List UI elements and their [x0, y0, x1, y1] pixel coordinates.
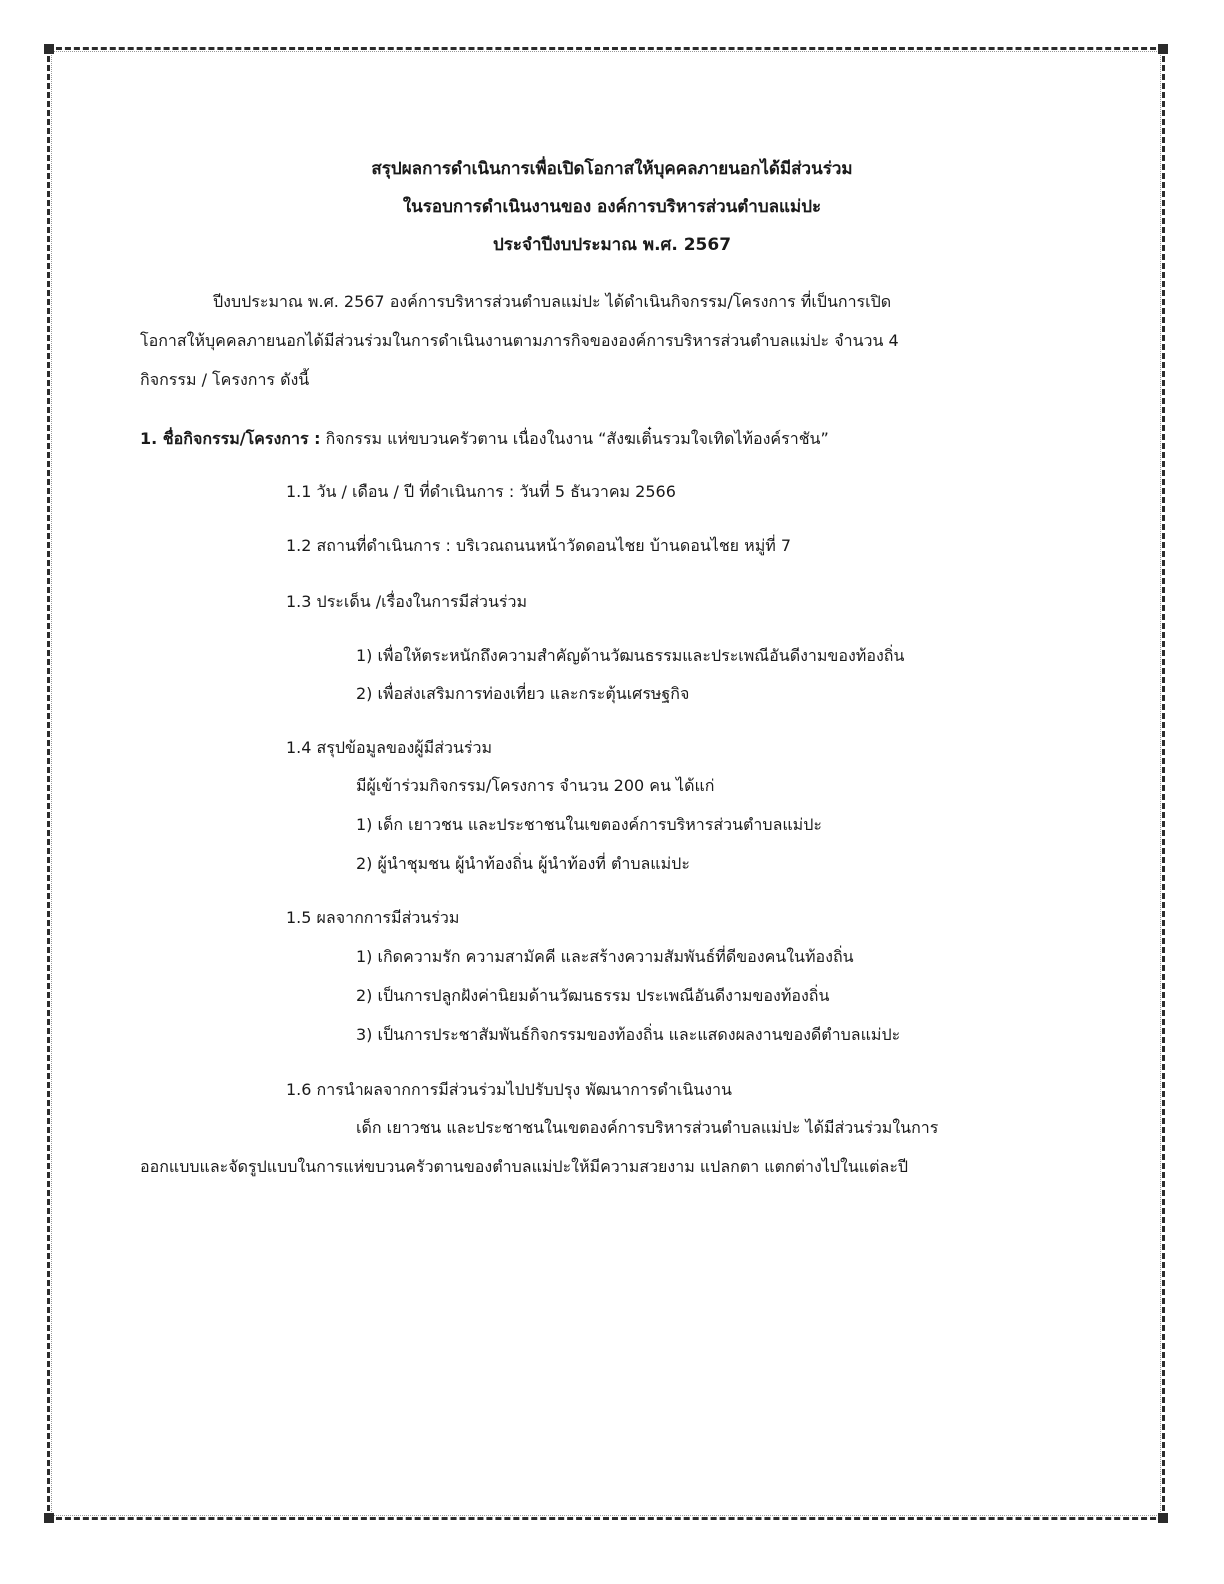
- result-item: 1) เกิดความรัก ความสามัคคี และสร้างความสัมพันธ์ที่ดีของคนในท้องถิ่น: [356, 947, 854, 966]
- activity-date: 1.1 วัน / เดือน / ปี ที่ดำเนินการ : วันที่ 5 ธันวาคม 2566: [286, 482, 676, 501]
- participants-heading: 1.4 สรุปข้อมูลของผู้มีส่วนร่วม: [286, 738, 493, 757]
- issues-heading: 1.3 ประเด็น /เรื่องในการมีส่วนร่วม: [286, 592, 528, 611]
- improvement-line-1: เด็ก เยาวชน และประชาชนในเขตองค์การบริหารส่วนตำบลแม่ปะ ได้มีส่วนร่วมในการ: [356, 1118, 939, 1137]
- activity-place: 1.2 สถานที่ดำเนินการ : บริเวณถนนหน้าวัดดอนไชย บ้านดอนไชย หมู่ที่ 7: [286, 536, 792, 555]
- title-line-2: ในรอบการดำเนินงานของ องค์การบริหารส่วนตำบลแม่ปะ: [402, 197, 822, 217]
- intro-line-3: กิจกรรม / โครงการ ดังนี้: [140, 370, 310, 389]
- issue-item: 1) เพื่อให้ตระหนักถึงความสำคัญด้านวัฒนธรรมและประเพณีอันดีงามของท้องถิ่น: [356, 646, 905, 665]
- intro-line-2: โอกาสให้บุคคลภายนอกได้มีส่วนร่วมในการดำเนินงานตามภารกิจขององค์การบริหารส่วนตำบลแม่ปะ จำนวน 4: [140, 331, 899, 350]
- result-item: 2) เป็นการปลูกฝังค่านิยมด้านวัฒนธรรม ประเพณีอันดีงามของท้องถิ่น: [356, 986, 830, 1005]
- participant-item: 2) ผู้นำชุมชน ผู้นำท้องถิ่น ผู้นำท้องที่ ตำบลแม่ปะ: [356, 854, 690, 873]
- border-corner-top-right: [1158, 44, 1168, 54]
- activity-heading: [140, 427, 829, 451]
- participants-summary: มีผู้เข้าร่วมกิจกรรม/โครงการ จำนวน 200 คน ได้แก่: [356, 776, 715, 795]
- issue-item: 2) เพื่อส่งเสริมการท่องเที่ยว และกระตุ้นเศรษฐกิจ: [356, 684, 690, 703]
- activity-heading-label: 1. ชื่อกิจกรรม/โครงการ :: [140, 429, 321, 448]
- intro-line-1: ปีงบประมาณ พ.ศ. 2567 องค์การบริหารส่วนตำบลแม่ปะ ได้ดำเนินกิจกรรม/โครงการ ที่เป็นการเปิด: [213, 292, 892, 311]
- title-line-1: สรุปผลการดำเนินการเพื่อเปิดโอกาสให้บุคคลภายนอกได้มีส่วนร่วม: [371, 159, 853, 179]
- border-corner-bottom-left: [44, 1513, 54, 1523]
- activity-heading-value: กิจกรรม แห่ขบวนครัวตาน เนื่องในงาน “สังฆเติ๋นรวมใจเทิดไท้องค์ราชัน”: [325, 429, 829, 448]
- title-line-3: ประจำปีงบประมาณ พ.ศ. 2567: [492, 235, 732, 255]
- border-corner-bottom-right: [1158, 1513, 1168, 1523]
- document-title: [140, 150, 1084, 264]
- result-item: 3) เป็นการประชาสัมพันธ์กิจกรรมของท้องถิ่น และแสดงผลงานของดีตำบลแม่ปะ: [356, 1025, 901, 1044]
- participant-item: 1) เด็ก เยาวชน และประชาชนในเขตองค์การบริหารส่วนตำบลแม่ปะ: [356, 815, 822, 834]
- results-heading: 1.5 ผลจากการมีส่วนร่วม: [286, 908, 460, 927]
- border-corner-top-left: [44, 44, 54, 54]
- improvement-line-2: ออกแบบและจัดรูปแบบในการแห่ขบวนครัวตานของตำบลแม่ปะให้มีความสวยงาม แปลกตา แตกต่างไปในแต่ละปี: [140, 1157, 909, 1176]
- improvement-heading: 1.6 การนำผลจากการมีส่วนร่วมไปปรับปรุง พัฒนาการดำเนินงาน: [286, 1080, 732, 1099]
